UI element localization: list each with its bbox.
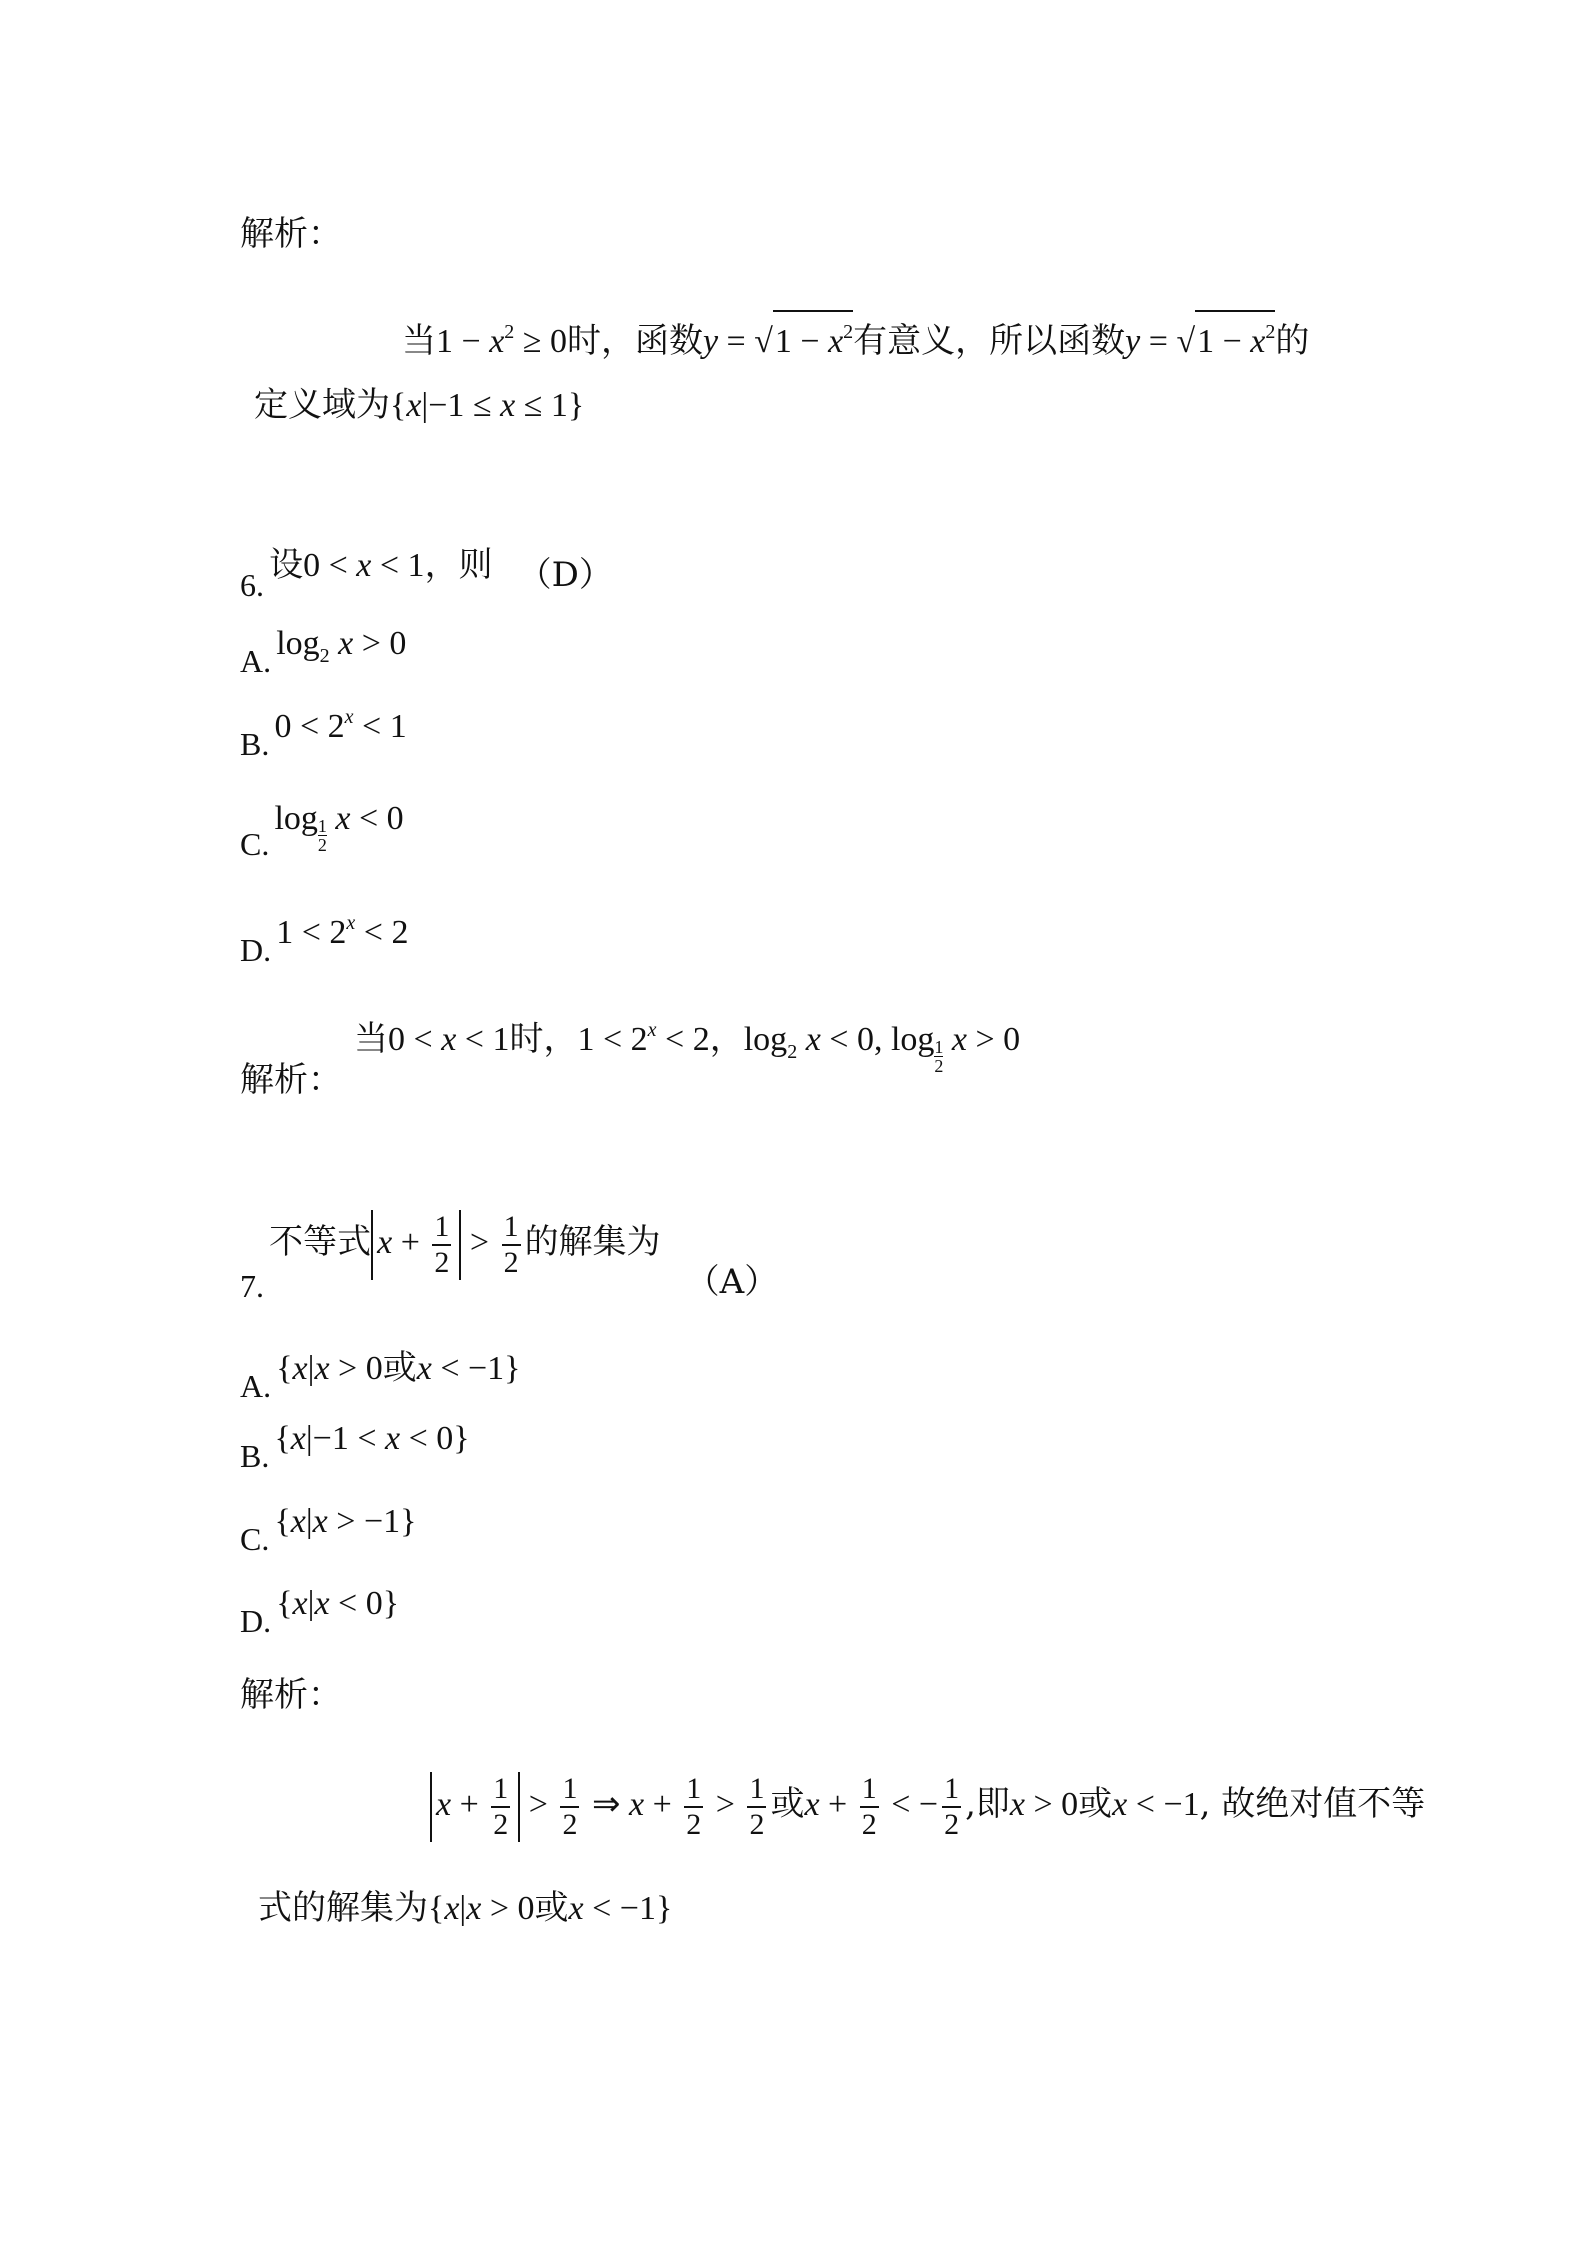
question-7: 7. 不等式 x + $\frac{1}{2}$ > $\frac{1}{2}$ 的解集为 （A） [240,1210,779,1304]
q6-option-c: C. log $\frac{1}{2}$ x < 0 [240,800,404,862]
q6-analysis-label: 解析： [240,1060,342,1100]
q7-explanation-line1: x + $\frac{1}{2}$ > $\frac{1}{2}$ ⇒ x + $\frac{1}{2}$ > $\frac{1}{2}$ 或x + $\frac{1}{2}$ < − $\frac{1}{2}$ ,即x > 0或x < −1, 故绝对值不等 [430,1772,1425,1842]
q7-option-d: D. {x|x < 0} [240,1585,400,1639]
sec1-line1: 当$1 - x^2 \ge 0$时，函数$y = √1 - x^2$有意义，所以函数$y = √1 - x^2$的 [402,310,1309,362]
q7-explanation-line2: 式的解集为{x|x > 0或x < −1} [258,1888,673,1928]
q6-explanation: 当0 < x < 1时，$1 < 2^x < 2$，$\log_2 x < 0$, log $\frac{1}{2}$ x > 0 [354,1019,1021,1076]
analysis-label: 解析： [240,214,342,254]
q6-option-b: B. $0 < 2^x < 1$ [240,706,407,762]
sec1-line2: 定义域为{x|−1 ≤ x ≤ 1} [254,385,585,425]
q7-option-c: C. {x|x > −1} [240,1503,417,1557]
q7-analysis-label: 解析： [240,1675,342,1715]
question-6: 6. 设0 < x < 1，则 （D） [240,545,613,603]
q7-option-a: A. {x|x > 0或x < −1} [240,1348,521,1404]
q6-option-d: D. $1 < 2^x < 2$ [240,912,409,968]
q6-option-a: A. $\log_2 x > 0$ [240,625,407,679]
q7-option-b: B. {x|−1 < x < 0} [240,1420,470,1474]
